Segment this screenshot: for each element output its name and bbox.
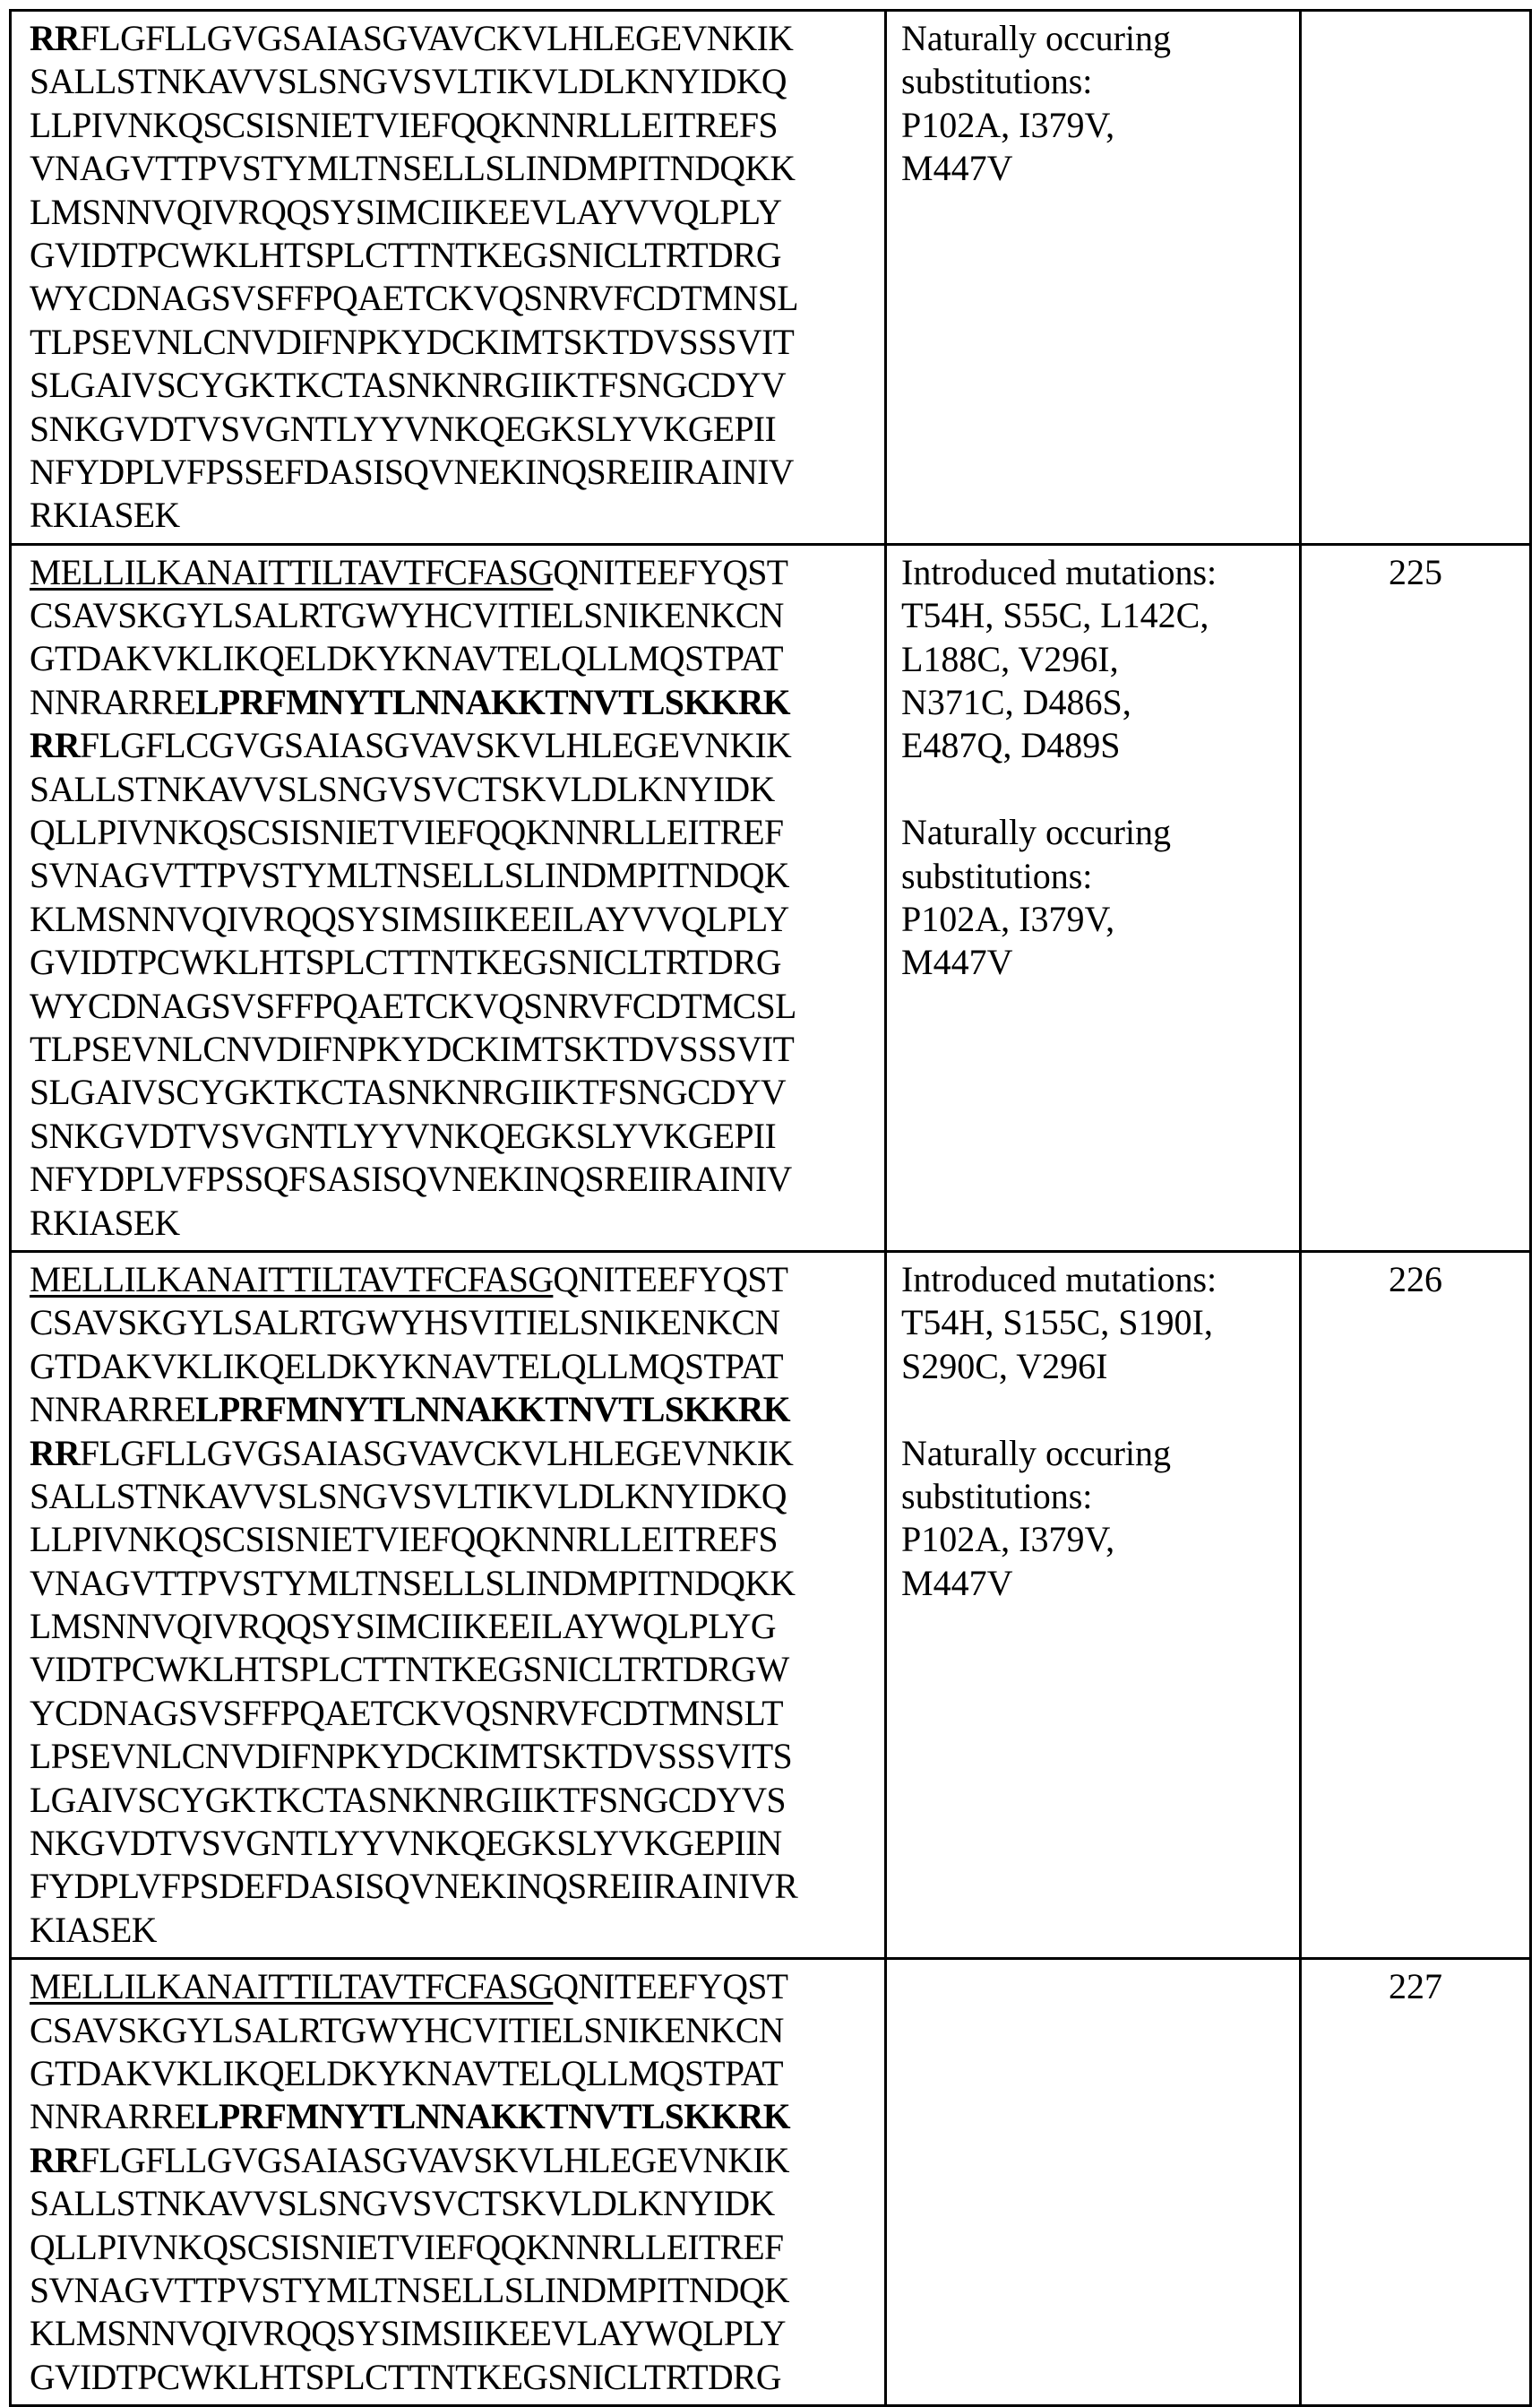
sequence-line [30,234,876,277]
bold-segment: LPRFMNYTLNNAKKTNVTLSKKRK [195,681,790,722]
seq-id-number: 227 [1389,1966,1442,2007]
sequence-line [30,2226,876,2269]
mutations-cell [886,11,1301,545]
natural-substitutions-label: substitutions: [901,1475,1093,1516]
seq-id-number: 226 [1389,1258,1442,1299]
sequence-segment: FLGFLLGVGSAIASGVAVCKVLHLEGEVNKIK [80,1432,794,1473]
sequence-segment: SVNAGVTTPVSTYMLTNSELLSLINDMPITNDQK [30,2269,789,2310]
sequence-segment: SLGAIVSCYGKTKCTASNKNRGIIKTFSNGCDYV [30,365,786,406]
sequence-segment: KLMSNNVQIVRQQSYSIMSIIKEEILAYVVQLPLY [30,898,789,939]
sequence-line [30,724,876,767]
signal-peptide-segment: MELLILKANAITTILTAVTFCFASG [30,551,554,592]
sequence-segment: VNAGVTTPVSTYMLTNSELLSLINDMPITNDQKK [30,148,796,189]
natural-substitutions-label: Naturally occuring [901,812,1171,853]
sequence-line [30,854,876,897]
sequence-segment: LPSEVNLCNVDIFNPKYDCKIMTSKTDVSSSVITS [30,1736,793,1777]
seq-id-cell [1301,544,1531,1251]
sequence-line [30,147,876,190]
sequence-line [30,321,876,364]
bold-segment: LPRFMNYTLNNAKKTNVTLSKKRK [195,1389,790,1430]
sequence-line [30,1692,876,1735]
sequence-line [30,898,876,941]
sequence-segment: KIASEK [30,1909,157,1950]
introduced-mutations-value: T54H, S55C, L142C, [901,595,1209,636]
sequence-line [30,1648,876,1691]
sequence-line [30,1965,876,2008]
table-row [11,1251,1531,1958]
sequence-segment: QLLPIVNKQSCSISNIETVIEFQQKNNRLLEITREF [30,812,784,853]
sequence-segment: QNITEEFYQST [553,1966,788,2007]
sequence-line [30,1388,876,1431]
sequence-segment: LLPIVNKQSCSISNIETVIEFQQKNNRLLEITREFS [30,1519,778,1560]
sequence-segment: VNAGVTTPVSTYMLTNSELLSLINDMPITNDQKK [30,1562,796,1603]
sequence-line [30,17,876,60]
sequence-segment: LGAIVSCYGKTKCTASNKNRGIIKTFSNGCDYVS [30,1779,786,1820]
sequence-segment: SNKGVDTVSVGNTLYYVNKQEGKSLYVKGEPII [30,1115,777,1156]
sequence-line [30,1028,876,1071]
sequence-cell [11,11,886,545]
sequence-line [30,451,876,494]
sequence-line [30,2182,876,2225]
sequence-line [30,1865,876,1908]
sequence-segment: YCDNAGSVSFFPQAETCKVQSNRVFCDTMNSLT [30,1692,784,1733]
introduced-mutations-value: E487Q, D489S [901,725,1121,766]
natural-substitutions-value: M447V [901,1562,1013,1603]
seq-id-cell [1301,1959,1531,2406]
sequence-segment: FLGFLLGVGSAIASGVAVCKVLHLEGEVNKIK [80,18,794,58]
sequence-segment: QLLPIVNKQSCSISNIETVIEFQQKNNRLLEITREF [30,2226,784,2267]
table-row [11,1959,1531,2406]
sequence-segment: FLGFLLGVGSAIASGVAVSKVLHLEGEVNKIK [80,2139,789,2180]
sequence-segment: WYCDNAGSVSFFPQAETCKVQSNRVFCDTMNSL [30,278,798,319]
sequence-line [30,191,876,234]
sequence-segment: LMSNNVQIVRQQSYSIMCIIKEEVLAYVVQLPLY [30,191,782,232]
natural-substitutions-value: P102A, I379V, [901,1519,1115,1560]
sequence-segment: FLGFLCGVGSAIASGVAVSKVLHLEGEVNKIK [80,725,792,766]
sequence-line [30,1779,876,1822]
sequence-segment: TLPSEVNLCNVDIFNPKYDCKIMTSKTDVSSSVIT [30,321,795,362]
sequence-cell [11,544,886,1251]
sequence-segment: GVIDTPCWKLHTSPLCTTNTKEGSNICLTRTDRG [30,942,781,983]
sequence-segment: GTDAKVKLIKQELDKYKNAVTELQLLMQSTPAT [30,1345,784,1386]
sequence-segment: WYCDNAGSVSFFPQAETCKVQSNRVFCDTMCSL [30,985,796,1026]
sequence-line [30,551,876,594]
sequence-line [30,1432,876,1475]
natural-substitutions-value: M447V [901,148,1013,189]
sequence-segment: VIDTPCWKLHTSPLCTTNTKEGSNICLTRTDRGW [30,1649,789,1690]
sequence-line [30,1258,876,1301]
mutations-cell [886,1251,1301,1958]
sequence-line [30,277,876,320]
sequence-segment: NFYDPLVFPSSEFDASISQVNEKINQSREIIRAINIV [30,451,794,492]
table-row [11,544,1531,1251]
sequence-segment: GTDAKVKLIKQELDKYKNAVTELQLLMQSTPAT [30,638,784,679]
mutations-cell [886,544,1301,1251]
sequence-segment: QNITEEFYQST [553,1258,788,1299]
sequence-segment: LMSNNVQIVRQQSYSIMCIIKEEILAYWQLPLYG [30,1606,776,1647]
sequence-segment: NNRARRE [30,1389,196,1430]
sequence-line [30,1202,876,1245]
sequence-line [30,2269,876,2312]
seq-id-cell [1301,11,1531,545]
sequence-line [30,1475,876,1518]
sequence-line [30,408,876,451]
mutations-cell [886,1959,1301,2406]
natural-substitutions-label: substitutions: [901,61,1093,102]
seq-id-cell [1301,1251,1531,1958]
table-row [11,11,1531,545]
sequence-line [30,104,876,147]
sequence-line [30,1605,876,1648]
spacer [901,1388,1292,1431]
sequence-line [30,1822,876,1865]
sequence-line [30,2009,876,2052]
sequence-segment: GVIDTPCWKLHTSPLCTTNTKEGSNICLTRTDRG [30,234,781,275]
sequence-segment: SVNAGVTTPVSTYMLTNSELLSLINDMPITNDQK [30,855,789,896]
sequence-line [30,1909,876,1952]
sequence-segment: SALLSTNKAVVSLSNGVSVCTSKVLDLKNYIDK [30,768,775,809]
sequence-line [30,2095,876,2138]
spacer [901,768,1292,811]
introduced-mutations-value: L188C, V296I, [901,638,1119,679]
sequence-line [30,1301,876,1344]
sequence-table-body [11,11,1531,2406]
sequence-segment: NKGVDTVSVGNTLYYVNKQEGKSLYVKGEPIIN [30,1823,782,1864]
sequence-segment: SALLSTNKAVVSLSNGVSVCTSKVLDLKNYIDK [30,2183,775,2224]
sequence-segment: CSAVSKGYLSALRTGWYHCVITIELSNIKENKCN [30,2009,784,2050]
sequence-line [30,1158,876,1201]
sequence-line [30,2052,876,2095]
bold-segment: RR [30,1432,81,1473]
sequence-line [30,60,876,103]
sequence-line [30,1735,876,1778]
sequence-segment: CSAVSKGYLSALRTGWYHCVITIELSNIKENKCN [30,595,784,636]
sequence-line [30,2312,876,2355]
bold-segment: RR [30,18,81,58]
sequence-segment: TLPSEVNLCNVDIFNPKYDCKIMTSKTDVSSSVIT [30,1028,795,1069]
sequence-segment: SLGAIVSCYGKTKCTASNKNRGIIKTFSNGCDYV [30,1072,786,1113]
sequence-segment: LLPIVNKQSCSISNIETVIEFQQKNNRLLEITREFS [30,104,778,145]
sequence-line [30,1345,876,1388]
introduced-mutations-label: Introduced mutations: [901,551,1217,592]
sequence-line [30,364,876,407]
natural-substitutions-label: substitutions: [901,855,1093,896]
natural-substitutions-value: M447V [901,942,1013,983]
sequence-line [30,1518,876,1561]
seq-id-number: 225 [1389,551,1442,592]
sequence-segment: KLMSNNVQIVRQQSYSIMSIIKEEVLAYWQLPLY [30,2313,786,2354]
sequence-line [30,1562,876,1605]
sequence-segment: GTDAKVKLIKQELDKYKNAVTELQLLMQSTPAT [30,2052,784,2093]
introduced-mutations-value: S290C, V296I [901,1345,1108,1386]
introduced-mutations-value: T54H, S155C, S190I, [901,1302,1213,1343]
sequence-cell [11,1251,886,1958]
sequence-line [30,941,876,984]
sequence-segment: RKIASEK [30,495,180,536]
bold-segment: RR [30,725,81,766]
bold-segment: LPRFMNYTLNNAKKTNVTLSKKRK [195,2096,790,2137]
sequence-line [30,681,876,724]
signal-peptide-segment: MELLILKANAITTILTAVTFCFASG [30,1258,554,1299]
sequence-line [30,2356,876,2399]
sequence-segment: NFYDPLVFPSSQFSASISQVNEKINQSREIIRAINIV [30,1159,792,1200]
sequence-segment: QNITEEFYQST [553,551,788,592]
sequence-line [30,637,876,680]
sequence-segment: SNKGVDTVSVGNTLYYVNKQEGKSLYVKGEPII [30,408,777,449]
natural-substitutions-label: Naturally occuring [901,1432,1171,1473]
sequence-line [30,811,876,854]
natural-substitutions-value: P102A, I379V, [901,104,1115,145]
sequence-line [30,1071,876,1114]
sequence-segment: NNRARRE [30,681,196,722]
sequence-cell [11,1959,886,2406]
introduced-mutations-label: Introduced mutations: [901,1258,1217,1299]
sequence-segment: CSAVSKGYLSALRTGWYHSVITIELSNIKENKCN [30,1302,780,1343]
natural-substitutions-value: P102A, I379V, [901,898,1115,939]
sequence-segment: NNRARRE [30,2096,196,2137]
sequence-line [30,2139,876,2182]
sequence-line [30,768,876,811]
sequence-line [30,594,876,637]
sequence-segment: RKIASEK [30,1202,180,1243]
signal-peptide-segment: MELLILKANAITTILTAVTFCFASG [30,1966,554,2007]
sequence-line [30,985,876,1028]
sequence-line [30,1115,876,1158]
sequence-segment: GVIDTPCWKLHTSPLCTTNTKEGSNICLTRTDRG [30,2356,781,2397]
sequence-table [9,9,1532,2407]
sequence-segment: SALLSTNKAVVSLSNGVSVLTIKVLDLKNYIDKQ [30,1475,787,1516]
sequence-segment: FYDPLVFPSDEFDASISQVNEKINQSREIIRAINIVR [30,1866,798,1907]
natural-substitutions-label: Naturally occuring [901,18,1171,58]
bold-segment: RR [30,2139,81,2180]
sequence-line [30,494,876,537]
sequence-segment: SALLSTNKAVVSLSNGVSVLTIKVLDLKNYIDKQ [30,61,787,102]
introduced-mutations-value: N371C, D486S, [901,681,1131,722]
